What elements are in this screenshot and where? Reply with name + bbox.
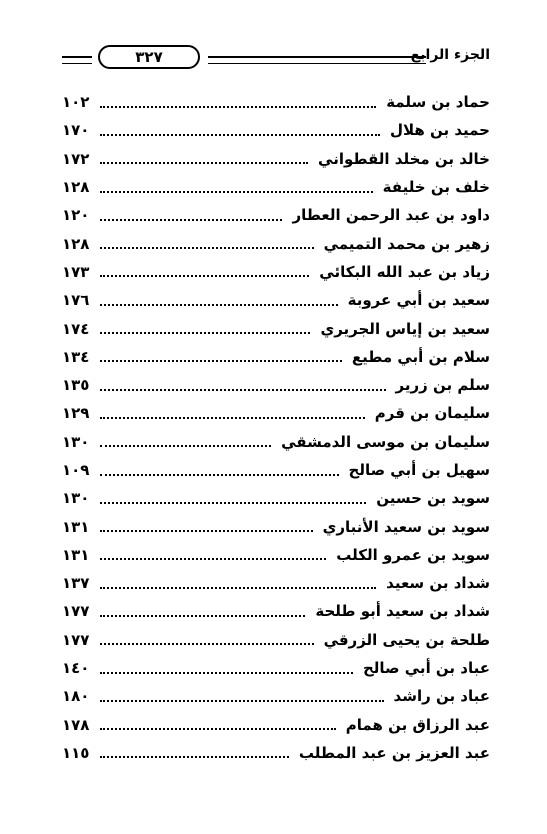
index-entry: [62, 343, 490, 371]
dot-leader: [100, 359, 342, 362]
entry-name: سعيد بن إياس الجريري: [320, 319, 490, 338]
entry-page-number: ١٧٧: [62, 602, 90, 621]
dot-leader: [100, 416, 365, 419]
entry-page-number: ١٣٤: [62, 347, 90, 366]
entry-name: سليمان بن قرم: [374, 404, 490, 423]
index-entry: [62, 399, 490, 427]
entry-name: زهير بن محمد التميمي: [323, 234, 490, 253]
entry-name: سهيل بن أبي صالح: [348, 461, 490, 479]
entry-page-number: ١٢٠: [62, 206, 90, 225]
dot-leader: [100, 331, 310, 334]
index-entry: [62, 456, 490, 484]
entry-page-number: ١٣٧: [62, 574, 90, 593]
entry-name: عبد العزيز بن عبد المطلب: [298, 743, 490, 762]
entry-page-number: ١٠٢: [62, 93, 90, 112]
index-entry: [62, 428, 490, 456]
dot-leader: [100, 614, 305, 617]
dot-leader: [100, 727, 336, 730]
index-list: [62, 88, 490, 767]
dot-leader: [100, 755, 289, 758]
index-entry: [62, 512, 490, 540]
entry-name: شداد بن سعيد: [386, 574, 490, 593]
entry-page-number: ١٣١: [62, 517, 90, 536]
dot-leader: [100, 161, 308, 164]
index-entry: [62, 484, 490, 512]
dot-leader: [100, 671, 353, 674]
dot-leader: [100, 501, 366, 504]
entry-page-number: ١٧٦: [62, 291, 90, 310]
entry-page-number: ١٧٨: [62, 715, 90, 734]
entry-name: سلام بن أبي مطيع: [351, 347, 490, 366]
dot-leader: [100, 529, 313, 532]
entry-name: زياد بن عبد الله البكائي: [319, 262, 490, 281]
index-entry: [62, 541, 490, 569]
entry-page-number: ١٣٠: [62, 432, 90, 451]
entry-name: شداد بن سعيد أبو طلحة: [315, 602, 490, 621]
dot-leader: [100, 218, 282, 221]
entry-page-number: ١٤٠: [62, 659, 90, 678]
entry-page-number: ١٣١: [62, 545, 90, 564]
entry-name: طلحة بن يحيى الزرقي: [323, 630, 490, 649]
dot-leader: [100, 557, 326, 560]
entry-name: داود بن عبد الرحمن العطار: [292, 206, 490, 225]
entry-page-number: ١٣٠: [62, 489, 90, 508]
dot-leader: [100, 473, 339, 476]
entry-page-number: ١٧٠: [62, 121, 90, 140]
entry-page-number: ١٧٤: [62, 319, 90, 338]
entry-name: خالد بن مخلد القطواني: [318, 149, 490, 168]
entry-page-number: ١٢٩: [62, 404, 90, 423]
dot-leader: [100, 190, 373, 193]
dot-leader: [100, 642, 314, 645]
dot-leader: [100, 699, 384, 702]
index-entry: [62, 569, 490, 597]
index-entry: [62, 371, 490, 399]
entry-page-number: ١٢٨: [62, 178, 90, 197]
entry-name: سليمان بن موسى الدمشقي: [281, 432, 490, 451]
index-entry: [62, 314, 490, 342]
dot-leader: [100, 388, 386, 391]
entry-page-number: ١٣٥: [62, 376, 90, 395]
dot-leader: [100, 246, 314, 249]
dot-leader: [100, 444, 271, 447]
entry-page-number: ١٧٢: [62, 149, 90, 168]
dot-leader: [100, 133, 380, 136]
entry-page-number: ١٧٧: [62, 630, 90, 649]
index-entry: [62, 173, 490, 201]
dot-leader: [100, 586, 376, 589]
index-entry: [62, 145, 490, 173]
entry-name: سويد بن عمرو الكلب: [336, 545, 490, 564]
running-title: الجزء الرابع: [410, 47, 490, 63]
page-header: [62, 44, 490, 72]
index-entry: [62, 739, 490, 767]
entry-page-number: ١١٥: [62, 743, 90, 762]
entry-name: عباد بن راشد: [393, 687, 490, 706]
entry-name: خلف بن خليفة: [382, 178, 490, 197]
entry-page-number: ١٢٨: [62, 234, 90, 253]
index-entry: [62, 229, 490, 257]
index-entry: [62, 654, 490, 682]
entry-page-number: ١٨٠: [62, 687, 90, 706]
index-entry: [62, 597, 490, 625]
entry-name: سويد بن سعيد الأنباري: [322, 517, 490, 536]
index-entry: [62, 626, 490, 654]
dot-leader: [100, 105, 376, 108]
entry-name: سعيد بن أبي عروبة: [347, 291, 490, 310]
entry-name: سلم بن زرير: [395, 376, 490, 395]
page-number-badge: ٣٢٧: [98, 45, 200, 69]
index-entry: [62, 88, 490, 116]
index-entry: [62, 711, 490, 739]
dot-leader: [100, 274, 309, 277]
index-entry: [62, 682, 490, 710]
entry-name: عبد الرزاق بن همام: [345, 715, 490, 734]
entry-name: حماد بن سلمة: [386, 93, 490, 112]
header-rule-left: [62, 56, 92, 64]
header-rule-right: [208, 56, 426, 64]
index-entry: [62, 116, 490, 144]
index-entry: [62, 286, 490, 314]
index-entry: [62, 258, 490, 286]
entry-name: عباد بن أبي صالح: [362, 659, 490, 678]
entry-name: حميد بن هلال: [389, 121, 490, 140]
dot-leader: [100, 303, 338, 306]
entry-name: سويد بن حسين: [376, 489, 490, 508]
index-entry: [62, 201, 490, 229]
entry-page-number: ١٧٣: [62, 262, 90, 281]
entry-page-number: ١٠٩: [62, 461, 90, 479]
